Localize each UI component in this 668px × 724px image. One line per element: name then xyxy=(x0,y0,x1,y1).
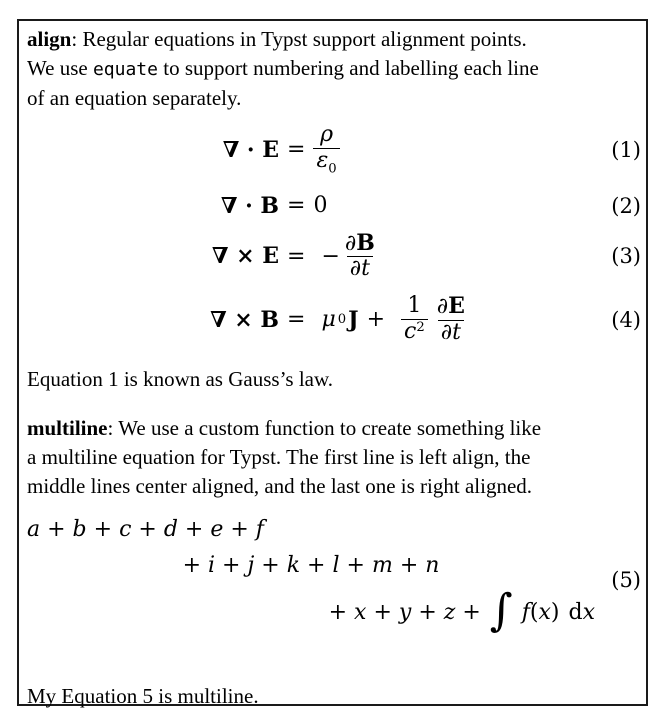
equation-1 xyxy=(27,123,641,177)
paragraph-gauss-law xyxy=(27,365,641,394)
equation-5-number: (5) xyxy=(611,568,641,593)
align-line1-text: Regular equations in Typst support alignment points. xyxy=(82,27,527,51)
equation-3-rhs xyxy=(287,231,378,282)
keyword-separator: : xyxy=(71,27,83,51)
minus-sign: − xyxy=(321,243,340,269)
zero-value: 0 xyxy=(313,193,328,219)
fraction-denominator: ∂t xyxy=(438,320,464,346)
align-line2-pre: We use xyxy=(27,56,93,80)
fraction-product-group xyxy=(401,294,468,345)
equals-sign: = xyxy=(287,193,306,219)
fraction-numerator: ∂B xyxy=(344,229,375,256)
equation-1-lhs: ∇ · E xyxy=(222,136,279,163)
equation-4-lhs: ∇ × B xyxy=(210,306,279,333)
gauss-law-text: Equation 1 is known as Gauss’s law. xyxy=(27,367,334,392)
equals-sign: = xyxy=(287,137,306,163)
fraction-1-c2 xyxy=(401,294,428,344)
text-line xyxy=(27,54,641,84)
fraction-numerator: ∂E xyxy=(436,292,465,319)
integrand-fx: f(x) xyxy=(521,600,560,626)
fraction-numerator: ρ xyxy=(320,122,333,147)
fraction-denominator: $c^2$ xyxy=(401,319,428,345)
differential-var: x xyxy=(582,600,595,626)
integral-sign: ∫ xyxy=(489,585,513,637)
text-line xyxy=(27,414,641,443)
text-line xyxy=(27,365,641,394)
negative-fraction-group xyxy=(321,231,377,282)
equation-2 xyxy=(27,193,641,219)
differential-group xyxy=(568,600,595,626)
multiline-line1-text: We use a custom function to create something like xyxy=(118,416,542,441)
line3-terms: + x + y + z + xyxy=(328,600,481,626)
multiline-line2-text: a multiline equation for Typst. The first line is left align, the xyxy=(27,445,531,470)
equation-3 xyxy=(27,231,641,282)
mu0-J-term: μ 0 J xyxy=(321,306,359,333)
equals-sign: = xyxy=(287,243,306,269)
equation-5-line1: a + b + c + d + e + f xyxy=(27,517,264,543)
paragraph-footer xyxy=(27,682,259,711)
equation-2-rhs xyxy=(287,193,327,218)
equation-4-number: (4) xyxy=(611,307,641,332)
equation-3-lhs: ∇ × E xyxy=(211,243,279,270)
equation-2-lhs: ∇ · B xyxy=(220,192,279,219)
fraction-rho-epsilon0 xyxy=(313,123,339,177)
paragraph-multiline xyxy=(27,414,641,501)
equation-1-number: (1) xyxy=(611,137,641,162)
fraction-dE-dt xyxy=(434,294,468,345)
plus-sign: + xyxy=(366,307,385,333)
fraction-denominator: $\varepsilon_0$ xyxy=(313,148,339,177)
equation-1-rhs xyxy=(287,123,340,177)
equation-5-multiline xyxy=(27,517,641,639)
equation-5-line3 xyxy=(27,587,595,639)
align-line2-post: to support numbering and labelling each line xyxy=(157,56,539,80)
text-line xyxy=(27,472,641,501)
equation-4-rhs xyxy=(287,294,468,345)
fraction-denominator: ∂t xyxy=(347,256,373,282)
keyword-align: align xyxy=(27,27,72,51)
paragraph-align xyxy=(27,25,641,113)
equation-5-line2: + i + j + k + l + m + n xyxy=(182,553,440,579)
equation-2-number: (2) xyxy=(611,193,641,218)
text-line xyxy=(27,84,641,113)
keyword-multiline: multiline xyxy=(27,416,108,441)
text-line xyxy=(27,443,641,472)
keyword-separator: : xyxy=(107,416,119,441)
content-frame xyxy=(17,19,648,706)
inline-code-equate: equate xyxy=(92,59,158,80)
text-line xyxy=(27,25,641,54)
differential-d: d xyxy=(568,600,583,626)
equation-3-number: (3) xyxy=(611,244,641,269)
fraction-dB-dt xyxy=(342,231,378,282)
align-line3-text: of an equation separately. xyxy=(27,86,242,110)
multiline-line3-text: middle lines center aligned, and the last one is right aligned. xyxy=(27,474,533,499)
maxwell-equations-block xyxy=(27,123,641,345)
footer-text: My Equation 5 is multiline. xyxy=(27,684,259,708)
fraction-numerator: 1 xyxy=(407,293,422,319)
equation-4 xyxy=(27,294,641,345)
equals-sign: = xyxy=(287,307,306,333)
